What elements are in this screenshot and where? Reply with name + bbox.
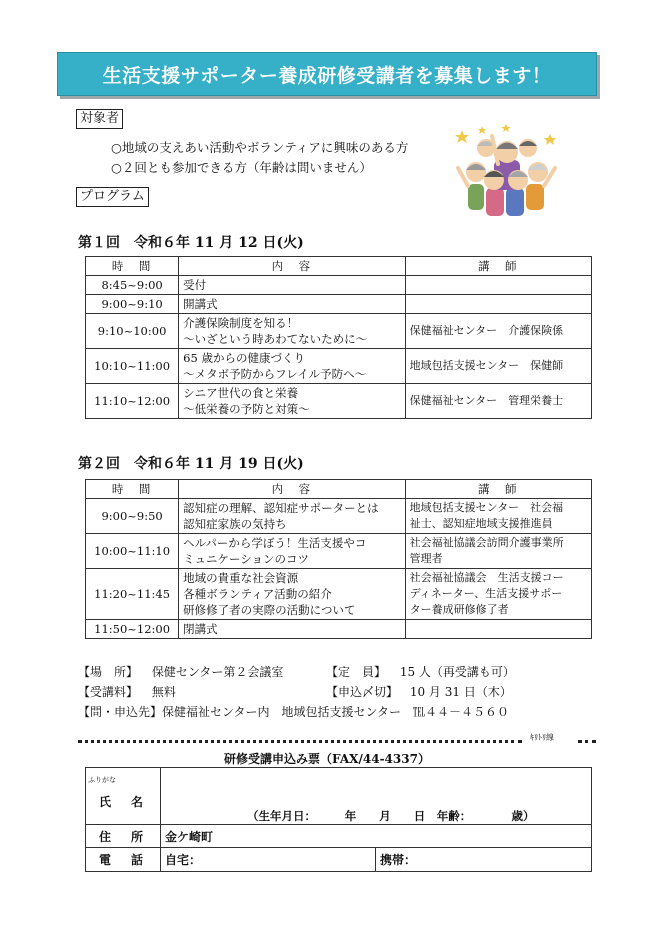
row-content: [179, 295, 405, 314]
seniors-group-illustration: [454, 124, 560, 220]
row-time: 10:10~11:00: [86, 349, 179, 384]
header-content: 内 容: [179, 257, 405, 276]
row-content: [179, 349, 405, 384]
program-label: プログラム: [76, 187, 149, 207]
page-title: 生活支援サポーター養成研修受講者を募集します！: [102, 64, 552, 87]
table-header-row: [86, 257, 592, 276]
fee-value: 無料: [151, 685, 176, 699]
row-content-line: ミュニケーションのコツ: [183, 552, 309, 566]
table-row: [86, 314, 592, 349]
info-fee: [78, 683, 176, 700]
table-header-row: [86, 480, 592, 499]
row-time: 8:45~9:00: [86, 276, 179, 295]
row-time: 11:50~12:00: [86, 620, 179, 639]
row-time: 11:20~11:45: [86, 569, 179, 620]
row-content-line: 受付: [183, 278, 207, 292]
deadline-label: 【申込〆切】: [326, 685, 399, 699]
row-content: [179, 276, 405, 295]
name-label: 氏 名: [98, 794, 147, 809]
place-label: 【場 所】: [78, 665, 139, 679]
row-content-line: ヘルパーから学ぼう！生活支援やコ: [183, 536, 367, 550]
row-content: [179, 314, 405, 349]
info-deadline: [326, 683, 512, 700]
target-line-2: ○２回とも参加できる方（年齢は問いません）: [111, 160, 372, 175]
target-line-1: ○地域の支えあい活動やボランティアに興味のある方: [111, 140, 409, 155]
fee-label: 【受講料】: [78, 685, 139, 699]
row-lecturer-line: ター養成研修修了者: [409, 603, 509, 616]
row-content-line: ～いざという時あわてないために～: [183, 332, 368, 346]
table-row: [86, 384, 592, 419]
session2-title: 第２回 令和６年 11 月 19 日(火): [78, 456, 304, 472]
table-row: [86, 295, 592, 314]
capacity-value: 15 人（再受講も可）: [399, 665, 515, 679]
row-lecturer: [405, 620, 591, 639]
row-lecturer-line: 社会福祉協議会訪問介護事業所: [409, 536, 564, 549]
row-lecturer-line: 社会福祉協議会 生活支援コー: [409, 571, 564, 584]
row-lecturer-line: 地域包括支援センター 保健師: [409, 359, 564, 372]
session1-title: 第１回 令和６年 11 月 12 日(火): [78, 235, 304, 251]
row-content: [179, 569, 405, 620]
row-time: 10:00~11:10: [86, 534, 179, 569]
row-content: [179, 499, 405, 534]
row-content-line: ～低栄養の予防と対策～: [183, 402, 310, 416]
table-row: [86, 499, 592, 534]
row-lecturer: [405, 384, 591, 419]
address-value: 金ケ崎町: [165, 829, 214, 844]
row-content-line: ～メタボ予防からフレイル予防へ～: [183, 367, 367, 381]
info-capacity: [326, 663, 515, 680]
row-content-line: 研修修了者の実際の活動について: [183, 603, 356, 617]
form-title: 研修受講申込み票（FAX/44-4337）: [224, 752, 430, 766]
address-field[interactable]: [161, 825, 592, 848]
header-lecturer: 講 師: [405, 480, 591, 499]
row-content-line: 認知症の理解、認知症サポーターとは: [183, 501, 379, 515]
address-row: [86, 825, 592, 848]
address-label: 住 所: [86, 825, 161, 848]
target-label: 対象者: [76, 109, 123, 129]
session1-table: [85, 256, 592, 419]
table-row: [86, 534, 592, 569]
table-row: [86, 349, 592, 384]
row-content-line: シニア世代の食と栄養: [183, 386, 299, 400]
row-lecturer-line: ディネーター、生活支援サポー: [409, 587, 563, 600]
name-header: [86, 768, 161, 825]
row-lecturer-line: 祉士、認知症地域支援推進員: [409, 517, 553, 530]
application-form: [85, 767, 592, 872]
header-time: 時 間: [86, 257, 179, 276]
furigana-label: ふりがな: [88, 775, 116, 784]
mobile-phone-label: 携帯：: [380, 853, 417, 867]
row-lecturer: [405, 569, 591, 620]
cut-line: [78, 740, 522, 743]
row-lecturer: [405, 276, 591, 295]
capacity-label: 【定 員】: [326, 665, 387, 679]
phone-row: [86, 848, 592, 872]
row-lecturer-line: 保健福祉センター 管理栄養士: [409, 394, 564, 407]
row-time: 9:00~9:10: [86, 295, 179, 314]
row-content-line: 閉講式: [183, 622, 218, 636]
row-content-line: 介護保険制度を知る！: [183, 316, 299, 330]
birth-age-line: （生年月日： 年 月 日 年齢： 歳）: [247, 809, 535, 823]
table-row: [86, 569, 592, 620]
row-content: [179, 534, 405, 569]
row-time: 11:10~12:00: [86, 384, 179, 419]
row-lecturer-line: 地域包括支援センター 社会福: [409, 501, 564, 514]
deadline-value: 10 月 31 日（木）: [409, 685, 512, 699]
row-content-line: 認知症家族の気持ち: [183, 517, 287, 531]
table-row: [86, 276, 592, 295]
cut-line-label: ｷﾘﾄﾘ線: [530, 733, 554, 742]
row-lecturer: [405, 349, 591, 384]
row-lecturer-line: 管理者: [409, 552, 443, 565]
row-time: 9:10~10:00: [86, 314, 179, 349]
row-content-line: 65 歳からの健康づくり: [183, 351, 305, 365]
title-banner: [57, 52, 597, 96]
cut-line-end: [578, 740, 596, 743]
row-time: 9:00~9:50: [86, 499, 179, 534]
home-phone-field[interactable]: [161, 848, 376, 872]
header-content: 内 容: [179, 480, 405, 499]
phone-label: 電 話: [86, 848, 161, 872]
place-value: 保健センター第２会議室: [151, 665, 284, 679]
row-content-line: 開講式: [183, 297, 218, 311]
contact-value: 保健福祉センター内 地域包括支援センター ℡４４－４５６０: [162, 705, 510, 719]
row-lecturer: [405, 314, 591, 349]
row-lecturer: [405, 534, 591, 569]
name-row: [86, 768, 592, 825]
table-row: [86, 620, 592, 639]
contact-label: 【問・申込先】: [78, 705, 163, 719]
info-place: [78, 663, 283, 680]
row-content-line: 各種ボランティア活動の紹介: [183, 587, 332, 601]
row-content: [179, 620, 405, 639]
row-content: [179, 384, 405, 419]
row-content-line: 地域の貴重な社会資源: [183, 571, 299, 585]
header-lecturer: 講 師: [405, 257, 591, 276]
mobile-phone-field[interactable]: [376, 848, 592, 872]
row-lecturer-line: 保健福祉センター 介護保険係: [409, 324, 564, 337]
home-phone-label: 自宅：: [165, 853, 202, 867]
info-contact: [78, 703, 509, 720]
row-lecturer: [405, 295, 591, 314]
name-field[interactable]: [161, 768, 592, 825]
header-time: 時 間: [86, 480, 179, 499]
session2-table: [85, 479, 592, 639]
row-lecturer: [405, 499, 591, 534]
